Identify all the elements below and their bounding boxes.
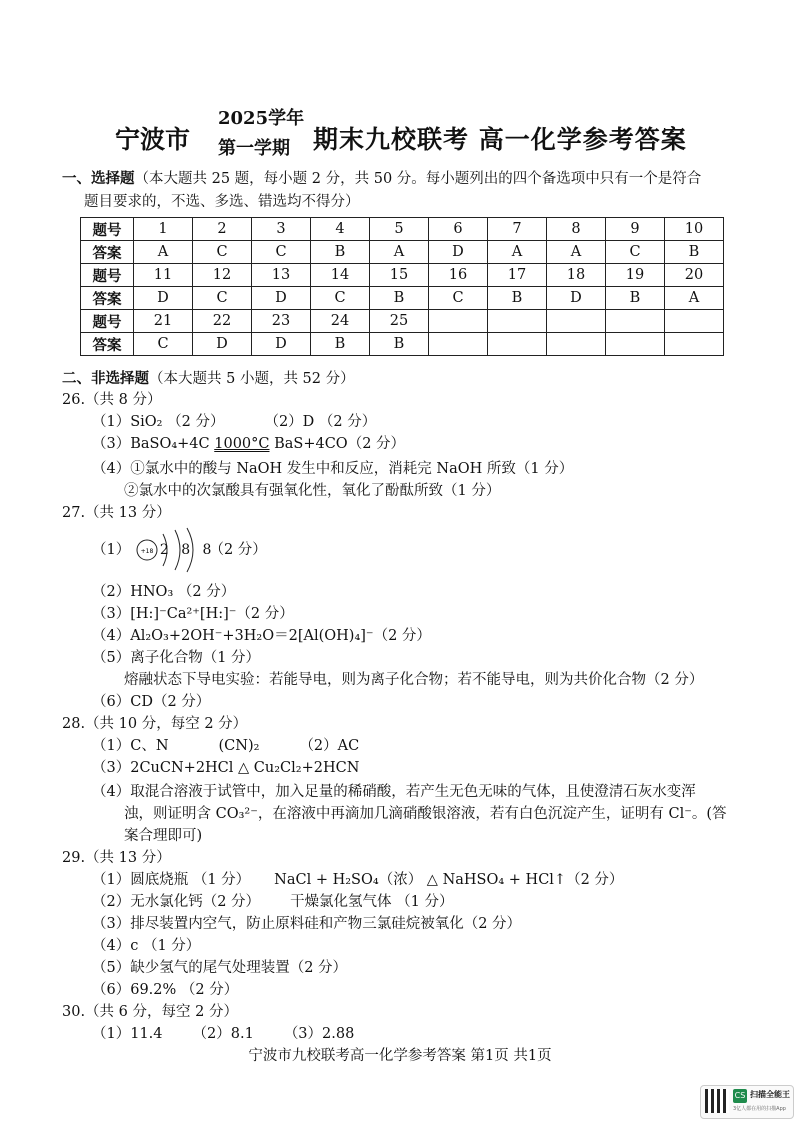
question-number-cell: 12 (193, 264, 252, 287)
answer-letter-cell: C (429, 287, 488, 310)
question-number-cell: 2 (193, 218, 252, 241)
q28-answer1b: (CN)₂ (218, 738, 260, 754)
row-label-answer: 答案 (81, 333, 134, 356)
qr-code-icon (705, 1089, 729, 1113)
answer-letter-cell: A (488, 241, 547, 264)
answer-letter-cell: C (606, 241, 665, 264)
question-number-cell (547, 310, 606, 333)
q28-answer1a: （1）C、N (92, 738, 169, 754)
q29-answer2a: （2）无水氯化钙（2 分） (92, 894, 261, 910)
app-tagline: 3亿人都在用的扫描App (733, 1106, 786, 1112)
q26-eq-condition: 1000°C (214, 436, 270, 452)
question-row (81, 218, 724, 241)
atom-structure-diagram (135, 524, 216, 576)
answer-row (81, 333, 724, 356)
answer-letter-cell: A (134, 241, 193, 264)
answer-letter-cell: C (193, 287, 252, 310)
q27-line5: （5）离子化合物（1 分） (92, 650, 261, 666)
question-number-cell: 20 (665, 264, 724, 287)
q29-line4: （4）c （1 分） (92, 938, 201, 954)
q30-head: 30.（共 6 分，每空 2 分） (62, 1004, 238, 1020)
question-row (81, 264, 724, 287)
answer-letter-cell: B (311, 241, 370, 264)
q28-line4b: 浊，则证明含 CO₃²⁻，在溶液中再滴加几滴硝酸银溶液，若有白色沉淀产生，证明有 Cl⁻。(答 (124, 806, 727, 822)
q26-answer2: （2）D （2 分） (264, 414, 377, 430)
q26-eq-left: （3）BaSO₄+4C (92, 436, 215, 452)
app-name: 扫描全能王 (750, 1090, 790, 1099)
answer-letter-cell: D (429, 241, 488, 264)
question-number-cell: 6 (429, 218, 488, 241)
question-number-cell: 14 (311, 264, 370, 287)
q29-line6: （6）69.2% （2 分） (92, 982, 239, 998)
q28-line4a: （4）取混合溶液于试管中，加入足量的稀硝酸，若产生无色无味的气体，且使澄清石灰水变浑 (92, 784, 696, 800)
q29-answer1b: NaCl + H₂SO₄（浓） △ NaHSO₄ + HCl↑（2 分） (274, 872, 624, 888)
q27-line4: （4）Al₂O₃+2OH⁻+3H₂O＝2[Al(OH)₄]⁻（2 分） (92, 628, 431, 644)
title-city: 宁波市 (115, 125, 191, 154)
row-label-answer: 答案 (81, 241, 134, 264)
question-number-cell: 19 (606, 264, 665, 287)
answer-table (80, 217, 724, 356)
answer-letter-cell (547, 333, 606, 356)
q29-answer1a: （1）圆底烧瓶 （1 分） (92, 872, 251, 888)
question-number-cell (665, 310, 724, 333)
section2-header (62, 369, 355, 389)
q26-line4b: ②氯水中的次氯酸具有强氧化性，氧化了酚酞所致（1 分） (124, 483, 501, 499)
answer-letter-cell: C (252, 241, 311, 264)
section1-desc2: 题目要求的，不选、多选、错选均不得分） (84, 194, 360, 210)
question-number-cell: 17 (488, 264, 547, 287)
question-number-cell: 11 (134, 264, 193, 287)
question-number-cell: 3 (252, 218, 311, 241)
question-number-cell: 4 (311, 218, 370, 241)
question-number-cell: 25 (370, 310, 429, 333)
q26-line3 (92, 434, 405, 454)
title-term: 第一学期 (218, 138, 290, 159)
answer-letter-cell (606, 333, 665, 356)
q28-line3: （3）2CuCN+2HCl △ Cu₂Cl₂+2HCN (92, 760, 360, 776)
q28-line4c: 案合理即可) (124, 828, 203, 844)
q30-answer3: （3）2.88 (283, 1026, 355, 1042)
q30-answer2: （2）8.1 (192, 1026, 254, 1042)
row-label-question: 题号 (81, 264, 134, 287)
answer-letter-cell (429, 333, 488, 356)
answer-letter-cell: B (665, 241, 724, 264)
question-number-cell: 10 (665, 218, 724, 241)
question-number-cell: 22 (193, 310, 252, 333)
q27-head: 27.（共 13 分） (62, 505, 171, 521)
q29-line1 (92, 870, 623, 890)
row-label-question: 题号 (81, 218, 134, 241)
camscanner-badge (700, 1085, 794, 1119)
answer-letter-cell: D (134, 287, 193, 310)
answer-letter-cell: B (311, 333, 370, 356)
q30-line1 (92, 1024, 354, 1044)
answer-letter-cell (665, 333, 724, 356)
answer-letter-cell: D (252, 333, 311, 356)
question-number-cell (606, 310, 665, 333)
question-number-cell: 15 (370, 264, 429, 287)
answer-row (81, 287, 724, 310)
question-number-cell: 24 (311, 310, 370, 333)
question-number-cell (429, 310, 488, 333)
page-title (0, 104, 800, 164)
q26-head: 26.（共 8 分） (62, 392, 162, 408)
answer-letter-cell: A (665, 287, 724, 310)
q27-line1 (92, 524, 267, 576)
answer-row (81, 241, 724, 264)
answer-letter-cell: D (252, 287, 311, 310)
q27-part1: （1） (92, 542, 131, 558)
answer-letter-cell: A (547, 241, 606, 264)
row-label-answer: 答案 (81, 287, 134, 310)
q29-answer2b: 干燥氯化氢气体 （1 分） (290, 894, 454, 910)
answer-letter-cell: B (370, 333, 429, 356)
section2-lead: 二、非选择题 (62, 370, 149, 387)
q27-line2: （2）HNO₃ （2 分） (92, 584, 236, 600)
answer-letter-cell: B (370, 287, 429, 310)
q30-answer1: （1）11.4 (92, 1026, 163, 1042)
question-number-cell: 13 (252, 264, 311, 287)
answer-letter-cell: B (488, 287, 547, 310)
question-number-cell: 7 (488, 218, 547, 241)
q26-eq-right: BaS+4CO（2 分） (269, 436, 406, 452)
answer-letter-cell: B (606, 287, 665, 310)
q27-line6: （6）CD（2 分） (92, 694, 211, 710)
electron-shells: 2 8 8 (159, 542, 216, 558)
section2-desc: （本大题共 5 小题，共 52 分） (149, 371, 355, 387)
q26-line1 (92, 412, 376, 432)
q26-answer1: （1）SiO₂ （2 分） (92, 414, 225, 430)
q29-head: 29.（共 13 分） (62, 850, 171, 866)
question-number-cell: 21 (134, 310, 193, 333)
question-number-cell: 1 (134, 218, 193, 241)
answer-letter-cell: D (547, 287, 606, 310)
question-number-cell: 16 (429, 264, 488, 287)
question-number-cell: 8 (547, 218, 606, 241)
q27-part1-score: （2 分） (209, 542, 267, 558)
q29-line2 (92, 892, 454, 912)
answer-letter-cell: C (311, 287, 370, 310)
q27-line5b: 熔融状态下导电实验：若能导电，则为离子化合物；若不能导电，则为共价化合物（2 分） (124, 672, 704, 688)
q29-line5: （5）缺少氢气的尾气处理装置（2 分） (92, 960, 348, 976)
q27-line3: （3）[H:]⁻Ca²⁺[H:]⁻（2 分） (92, 606, 294, 622)
q26-line4: （4）①氯水中的酸与 NaOH 发生中和反应，消耗完 NaOH 所致（1 分） (92, 461, 574, 477)
answer-letter-cell: C (193, 241, 252, 264)
answer-letter-cell: A (370, 241, 429, 264)
question-row (81, 310, 724, 333)
section1-lead: 一、选择题 (62, 171, 135, 187)
question-number-cell (488, 310, 547, 333)
question-number-cell: 5 (370, 218, 429, 241)
q28-line1 (92, 736, 359, 756)
section1-intro (62, 168, 752, 214)
title-main: 期末九校联考 高一化学参考答案 (313, 125, 687, 154)
answer-letter-cell: D (193, 333, 252, 356)
title-year: 2025学年 (218, 108, 305, 129)
answer-letter-cell (488, 333, 547, 356)
app-logo-icon: CS (733, 1089, 747, 1103)
page-footer: 宁波市九校联考高一化学参考答案 第1页 共1页 (248, 1048, 552, 1064)
question-number-cell: 9 (606, 218, 665, 241)
row-label-question: 题号 (81, 310, 134, 333)
question-number-cell: 23 (252, 310, 311, 333)
answer-letter-cell: C (134, 333, 193, 356)
q28-answer2: （2）AC (299, 738, 360, 754)
nucleus-charge: +18 (140, 548, 154, 555)
q29-line3: （3）排尽装置内空气，防止原料硅和产物三氯硅烷被氧化（2 分） (92, 916, 522, 932)
section1-desc1: （本大题共 25 题，每小题 2 分，共 50 分。每小题列出的四个备选项中只有一个是符合 (134, 171, 702, 187)
question-number-cell: 18 (547, 264, 606, 287)
q28-head: 28.（共 10 分，每空 2 分） (62, 716, 248, 732)
